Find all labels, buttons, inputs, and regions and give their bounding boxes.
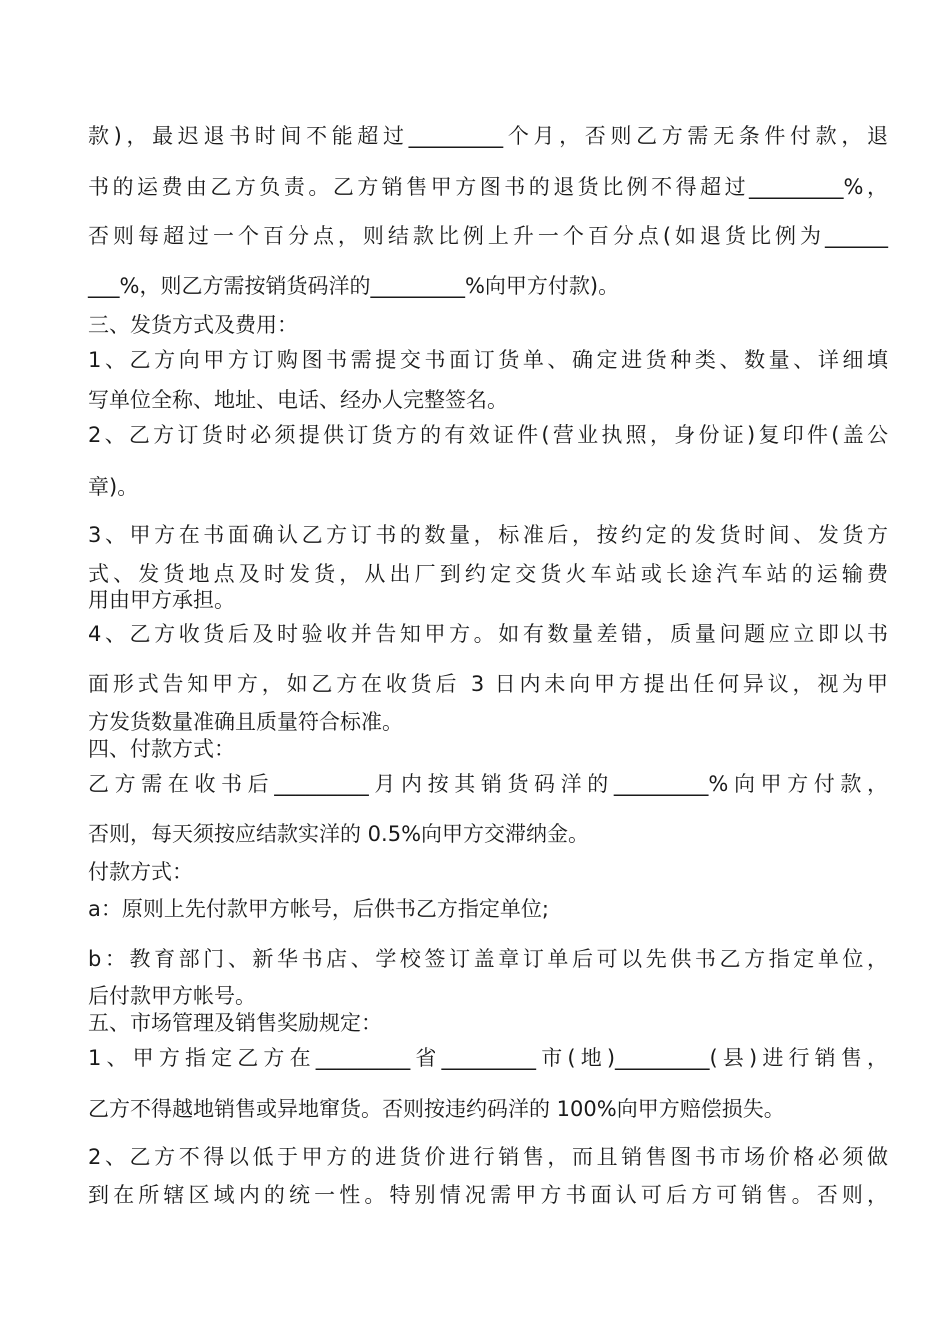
text-line: 否则，每天须按应结款实洋的 0.5%向甲方交滞纳金。 bbox=[88, 822, 590, 846]
text-line: 后付款甲方帐号。 bbox=[88, 984, 256, 1008]
text-line: 章)。 bbox=[88, 475, 139, 499]
text-line: 乙方需在收书后_________月内按其销货码洋的_________%向甲方付款， bbox=[88, 772, 888, 796]
text-line: a：原则上先付款甲方帐号，后供书乙方指定单位; bbox=[88, 897, 549, 921]
text-line: 否则每超过一个百分点，则结款比例上升一个百分点(如退货比例为______ bbox=[88, 224, 888, 248]
text-line: 方发货数量准确且质量符合标准。 bbox=[88, 710, 403, 734]
text-line: 款)，最迟退书时间不能超过_________个月，否则乙方需无条件付款，退 bbox=[88, 124, 888, 148]
section-heading: 五、市场管理及销售奖励规定： bbox=[88, 1011, 382, 1035]
text-line: 2、乙方不得以低于甲方的进货价进行销售，而且销售图书市场价格必须做 bbox=[88, 1145, 888, 1169]
text-line: 写单位全称、地址、电话、经办人完整签名。 bbox=[88, 388, 508, 412]
section-heading: 三、发货方式及费用： bbox=[88, 313, 298, 337]
text-line: 2、乙方订货时必须提供订货方的有效证件(营业执照，身份证)复印件(盖公 bbox=[88, 423, 888, 447]
section-heading: 四、付款方式： bbox=[88, 737, 235, 761]
text-line: 1、乙方向甲方订购图书需提交书面订货单、确定进货种类、数量、详细填 bbox=[88, 348, 888, 372]
text-line: 式、发货地点及时发货，从出厂到约定交货火车站或长途汽车站的运输费 bbox=[88, 562, 888, 586]
text-line: 付款方式： bbox=[88, 860, 193, 884]
text-line: 用由甲方承担。 bbox=[88, 588, 235, 612]
text-line: 面形式告知甲方，如乙方在收货后 3 日内未向甲方提出任何异议，视为甲 bbox=[88, 672, 888, 696]
text-line: 1、甲方指定乙方在_________省_________市(地)_________(县)进行销售， bbox=[88, 1046, 888, 1070]
text-line: ___%，则乙方需按销货码洋的_________%向甲方付款)。 bbox=[88, 274, 620, 298]
text-line: 4、乙方收货后及时验收并告知甲方。如有数量差错，质量问题应立即以书 bbox=[88, 622, 888, 646]
text-line: 书的运费由乙方负责。乙方销售甲方图书的退货比例不得超过_________%， bbox=[88, 175, 888, 199]
text-line: 3、甲方在书面确认乙方订书的数量，标准后，按约定的发货时间、发货方 bbox=[88, 523, 888, 547]
text-line: 乙方不得越地销售或异地窜货。否则按违约码洋的 100%向甲方赔偿损失。 bbox=[88, 1097, 785, 1121]
text-line: b：教育部门、新华书店、学校签订盖章订单后可以先供书乙方指定单位， bbox=[88, 947, 888, 971]
text-line: 到在所辖区域内的统一性。特别情况需甲方书面认可后方可销售。否则， bbox=[88, 1183, 888, 1207]
